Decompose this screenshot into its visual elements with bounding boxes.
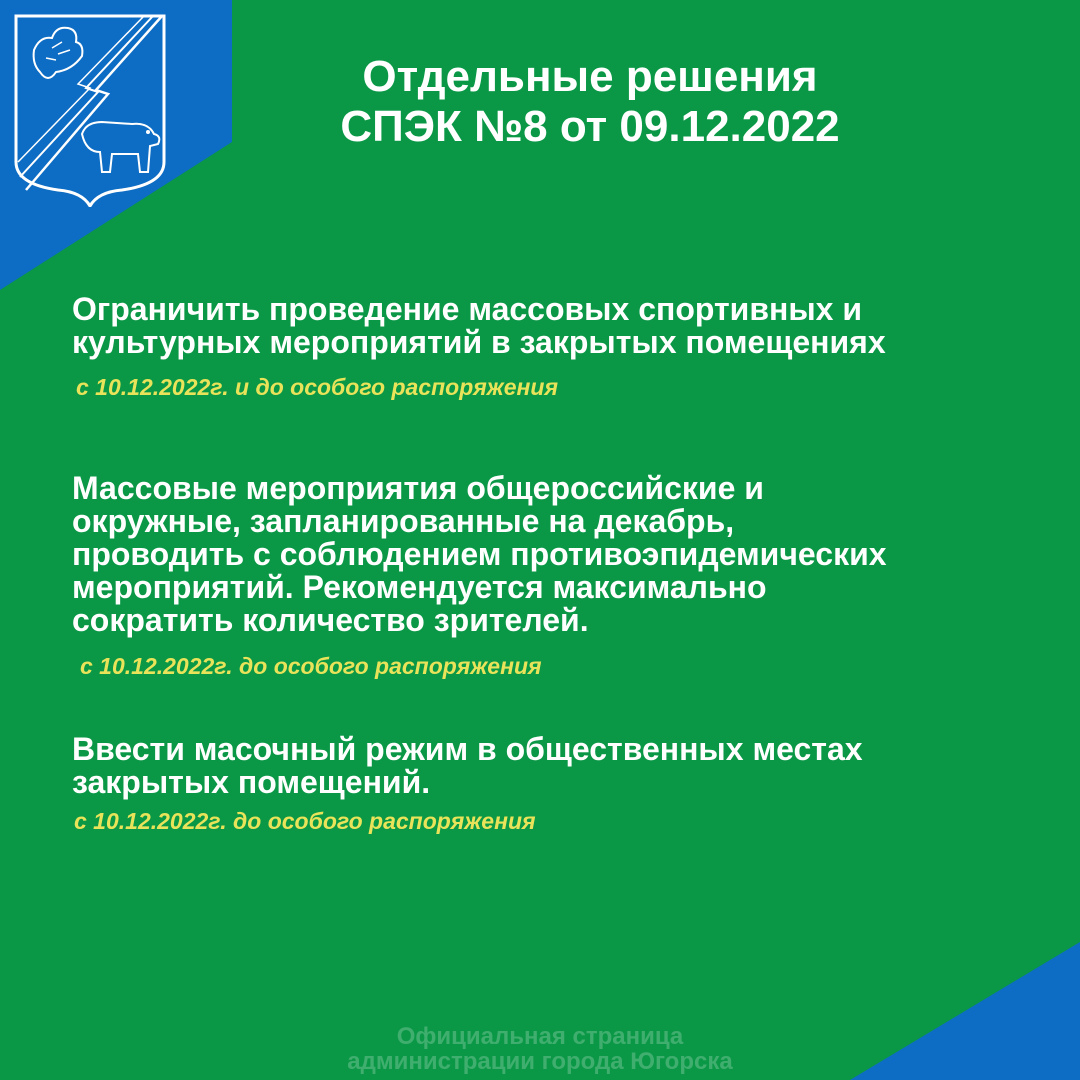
decision-2-date: с 10.12.2022г. до особого распоряжения xyxy=(80,653,542,679)
title-line-2: СПЭК №8 от 09.12.2022 xyxy=(340,102,840,151)
decision-1-line-2: культурных мероприятий в закрытых помещениях xyxy=(72,324,886,360)
decision-2-line-1: Массовые мероприятия общероссийские и xyxy=(72,470,764,506)
title-line-1: Отдельные решения xyxy=(362,52,818,101)
decision-3-line-1: Ввести масочный режим в общественных местах xyxy=(72,731,863,767)
decision-2-line-2: окружные, запланированные на декабрь, xyxy=(72,503,735,539)
page-title xyxy=(200,52,980,152)
footer-watermark xyxy=(0,1024,1080,1074)
decision-1-line-1: Ограничить проведение массовых спортивных и xyxy=(72,291,863,327)
footer-line-1: Официальная страница xyxy=(396,1023,684,1050)
decision-1-text xyxy=(72,293,886,359)
decision-2-line-3: проводить с соблюдением противоэпидемических xyxy=(72,536,887,572)
coat-of-arms-icon xyxy=(12,12,168,207)
decision-2-line-5: сократить количество зрителей. xyxy=(72,602,589,638)
decision-1-date: с 10.12.2022г. и до особого распоряжения xyxy=(76,374,559,400)
decision-2-line-4: мероприятий. Рекомендуется максимально xyxy=(72,569,767,605)
decision-3-line-2: закрытых помещений. xyxy=(72,764,431,800)
decision-3-text xyxy=(72,733,863,799)
decision-3-date: с 10.12.2022г. до особого распоряжения xyxy=(74,808,536,834)
footer-line-2: администрации города Югорска xyxy=(347,1048,733,1075)
decision-2-text xyxy=(72,472,887,637)
